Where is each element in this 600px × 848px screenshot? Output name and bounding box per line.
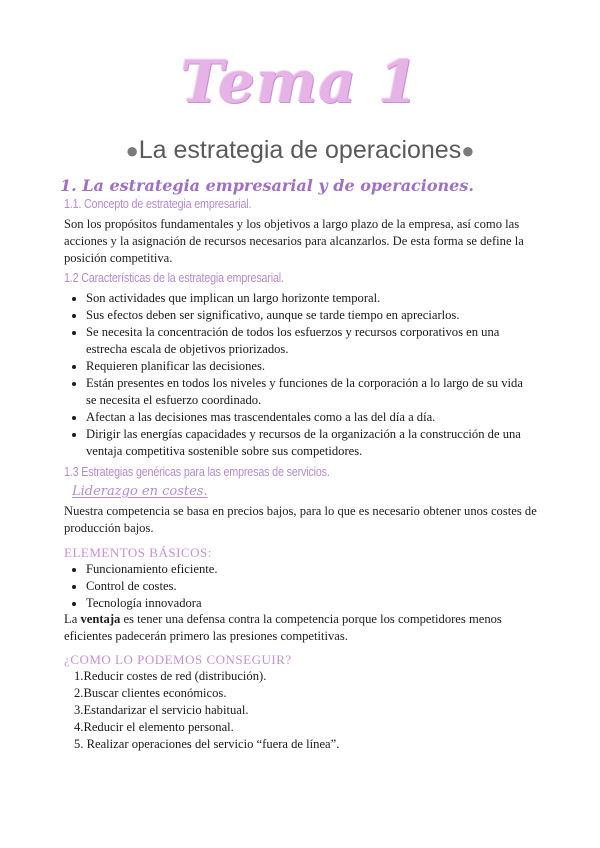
- list-item: Afectan a las decisiones mas trascendentales como a las del día a día.: [64, 409, 534, 426]
- advantage-text: es tener una defensa contra la competencia porque los competidores menos eficientes padecerán primero las presiones competitivas.: [64, 612, 502, 643]
- list-item: Se necesita la concentración de todos los esfuerzos y recursos corporativos en una estrecha escala de objetivos priorizados.: [64, 324, 534, 358]
- cost-leadership-text: Nuestra competencia se basa en precios bajos, para lo que es necesario obtener unos costes de producción bajos.: [64, 504, 537, 535]
- cost-leadership-subheading: Liderazgo en costes.: [72, 484, 208, 499]
- list-item: 2.Buscar clientes económicos.: [74, 686, 227, 700]
- section-1-1-text: Son los propósitos fundamentales y los objetivos a largo plazo de la empresa, así como las acciones y la asignación de recursos necesarios para alcanzarlos. De esta forma se define la posición competitiva.: [64, 217, 524, 265]
- section-1-1-heading: 1.1. Concepto de estrategia empresarial.: [64, 197, 252, 211]
- list-item: Sus efectos deben ser significativo, aunque se tarde tiempo en apreciarlos.: [64, 307, 534, 324]
- list-item: 1.Reducir costes de red (distribución).: [74, 669, 267, 683]
- list-item: Están presentes en todos los niveles y funciones de la corporación a lo largo de su vida se necesita el esfuerzo coordinado.: [64, 375, 534, 409]
- list-item: 3.Estandarizar el servicio habitual.: [74, 703, 249, 717]
- characteristics-list: [64, 290, 534, 460]
- section-1-3-heading: 1.3 Estrategias genéricas para las empresas de servicios.: [64, 465, 330, 479]
- list-item: 4.Reducir el elemento personal.: [74, 720, 234, 734]
- advantage-paragraph: [64, 611, 544, 645]
- page-title: Tema 1: [180, 48, 420, 116]
- basic-elements-label: ELEMENTOS BÁSICOS:: [64, 545, 212, 560]
- subtitle-dot-left: ●: [125, 138, 139, 163]
- list-item: Tecnología innovadora: [64, 595, 534, 612]
- how-label: ¿COMO LO PODEMOS CONSEGUIR?: [64, 652, 292, 667]
- steps-list: [64, 668, 544, 753]
- page-subtitle: [0, 136, 600, 165]
- list-item: Funcionamiento eficiente.: [64, 561, 534, 578]
- list-item: Requieren planificar las decisiones.: [64, 358, 534, 375]
- advantage-prefix: La: [64, 612, 81, 626]
- section-1-heading: 1. La estrategia empresarial y de operaciones.: [60, 176, 474, 195]
- list-item: 5. Realizar operaciones del servicio “fuera de línea”.: [74, 737, 340, 751]
- subtitle-text: La estrategia de operaciones: [138, 136, 462, 164]
- advantage-keyword: ventaja: [80, 612, 121, 626]
- list-item: Dirigir las energías capacidades y recursos de la organización a la construcción de una ventaja competitiva sostenible sobre sus competidores.: [64, 426, 534, 460]
- list-item: Control de costes.: [64, 578, 534, 595]
- section-1-2-heading: 1.2 Características de la estrategia empresarial.: [64, 271, 284, 285]
- basic-elements-list: [64, 561, 534, 612]
- subtitle-dot-right: ●: [461, 138, 475, 163]
- list-item: Son actividades que implican un largo horizonte temporal.: [64, 290, 534, 307]
